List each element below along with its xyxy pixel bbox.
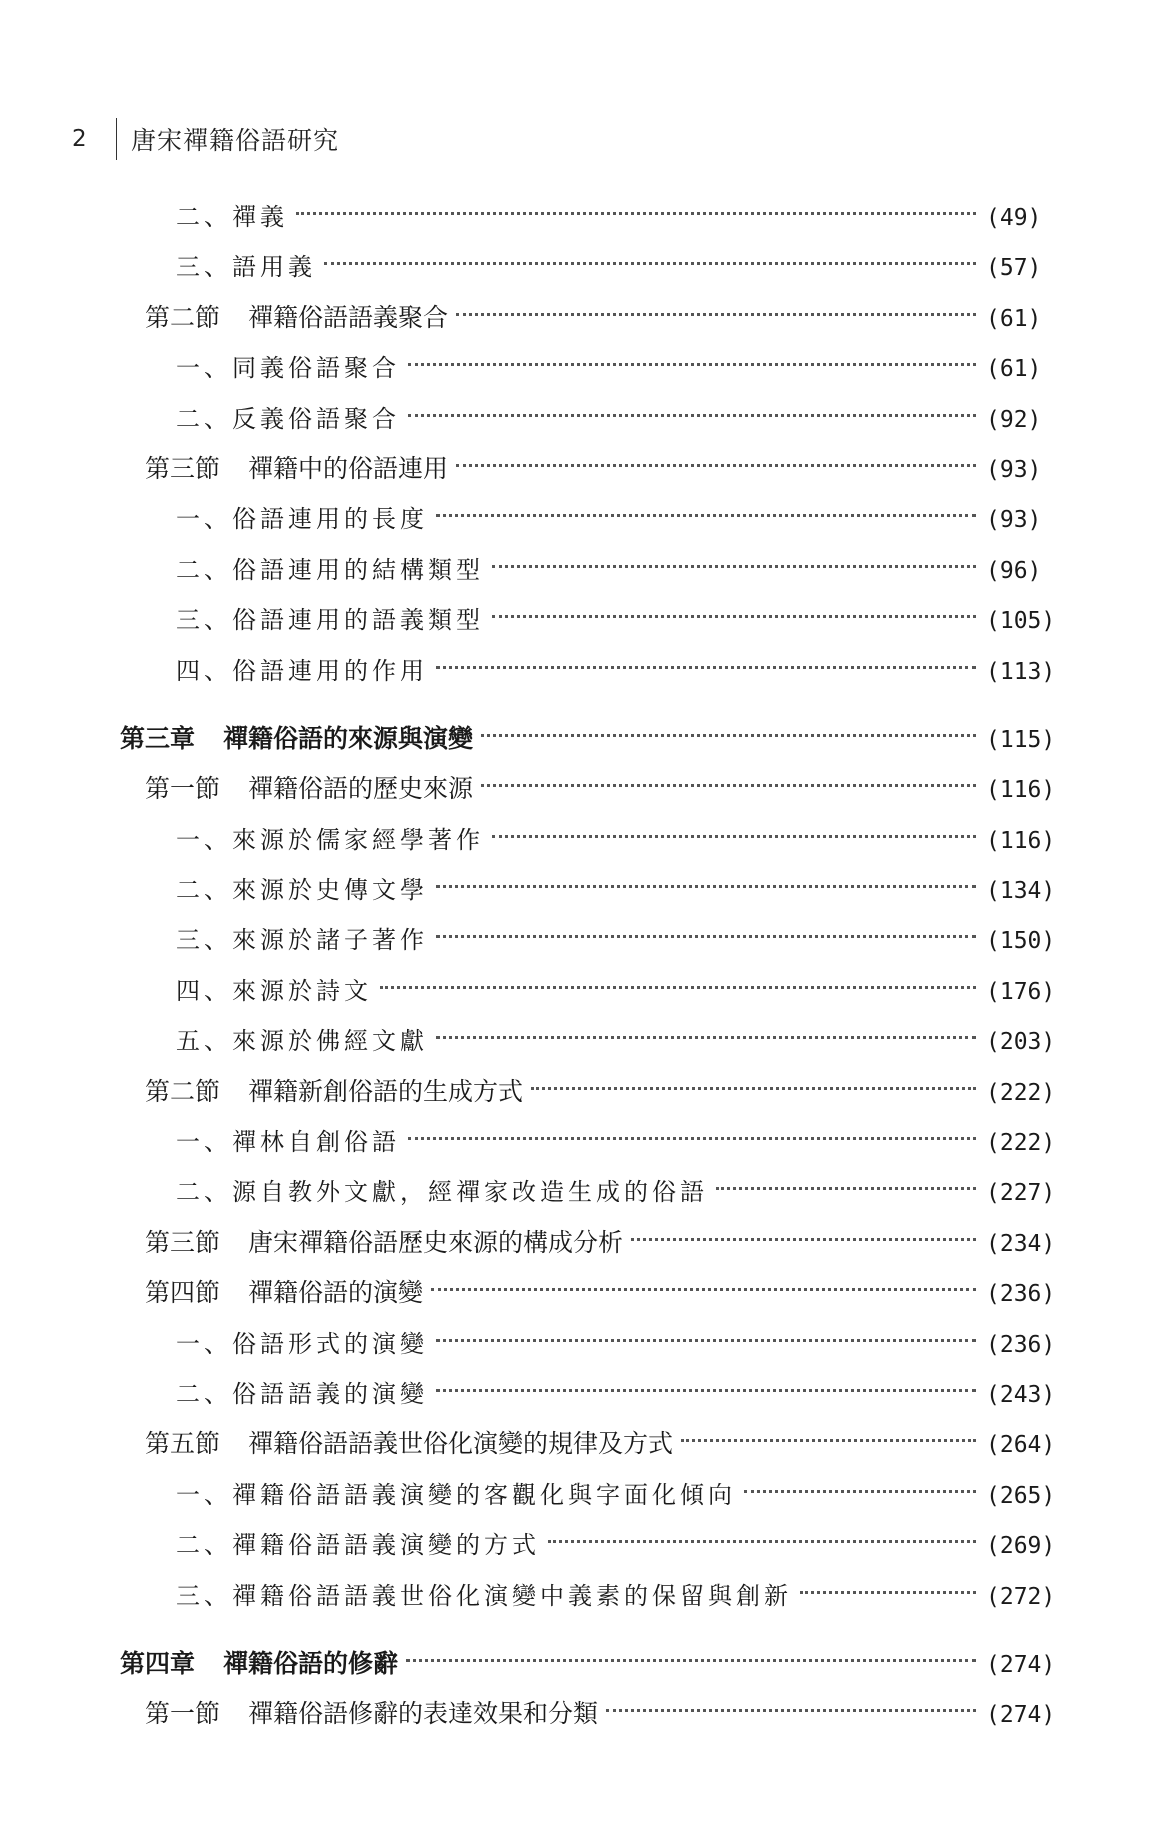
toc-entry-head: 第四章	[120, 1648, 196, 1678]
toc-entry-section[interactable]	[0, 444, 1168, 494]
toc-entry-page: (116)	[986, 777, 1056, 804]
toc-entry-label	[176, 545, 484, 595]
toc-entry-page: (61)	[986, 356, 1042, 383]
toc-entry-page: (274)	[986, 1702, 1056, 1729]
toc-entry-label	[145, 444, 448, 494]
table-of-contents	[0, 192, 1168, 1740]
toc-entry-item[interactable]	[0, 494, 1168, 544]
toc-entry-label	[176, 192, 288, 242]
toc-entry-page: (115)	[986, 726, 1056, 753]
toc-entry-label	[176, 815, 484, 865]
toc-entry-section[interactable]	[0, 1268, 1168, 1318]
toc-entry-page: (105)	[986, 608, 1056, 635]
toc-entry-head: 二、禪籍俗語語義演變的方式	[176, 1531, 540, 1560]
toc-entry-page: (269)	[986, 1533, 1056, 1560]
dot-leader	[408, 1137, 976, 1140]
dot-leader	[492, 565, 976, 568]
dot-leader	[436, 666, 976, 669]
toc-entry-title: 禪籍俗語的修辭	[223, 1648, 399, 1678]
toc-entry-head: 二、源自教外文獻，經禪家改造生成的俗語	[176, 1178, 708, 1207]
toc-entry-page: (265)	[986, 1482, 1056, 1509]
dot-leader	[744, 1490, 976, 1493]
dot-leader	[456, 464, 976, 467]
toc-entry-label	[176, 595, 484, 645]
toc-entry-label	[145, 293, 448, 343]
dot-leader	[431, 1288, 976, 1291]
toc-entry-title: 禪籍俗語修辭的表達效果和分類	[248, 1699, 599, 1729]
toc-entry-label	[145, 1218, 623, 1268]
page-header	[72, 118, 339, 160]
toc-entry-item[interactable]	[0, 1369, 1168, 1419]
toc-entry-head: 二、反義俗語聚合	[176, 404, 400, 433]
toc-entry-label	[176, 1571, 792, 1621]
toc-entry-page: (92)	[986, 406, 1042, 433]
toc-entry-item[interactable]	[0, 865, 1168, 915]
toc-entry-item[interactable]	[0, 646, 1168, 696]
dot-leader	[716, 1187, 976, 1190]
toc-entry-item[interactable]	[0, 343, 1168, 393]
toc-entry-label	[176, 394, 400, 444]
toc-entry-page: (134)	[986, 878, 1056, 905]
dot-leader	[380, 986, 976, 989]
page-number: 2	[72, 126, 87, 152]
toc-entry-section[interactable]	[0, 1419, 1168, 1469]
toc-entry-item[interactable]	[0, 192, 1168, 242]
toc-entry-item[interactable]	[0, 1319, 1168, 1369]
toc-entry-chapter[interactable]	[0, 714, 1168, 764]
toc-entry-title: 禪籍俗語語義聚合	[248, 302, 449, 332]
toc-entry-label	[176, 915, 428, 965]
toc-entry-head: 二、俗語語義的演變	[176, 1379, 428, 1408]
toc-entry-head: 第二節	[145, 302, 221, 332]
toc-entry-label	[176, 865, 428, 915]
toc-entry-label	[176, 966, 372, 1016]
toc-entry-item[interactable]	[0, 1167, 1168, 1217]
dot-leader	[456, 313, 976, 316]
dot-leader	[631, 1238, 976, 1241]
toc-entry-label	[176, 1470, 736, 1520]
toc-entry-page: (150)	[986, 928, 1056, 955]
toc-entry-page: (274)	[986, 1651, 1056, 1678]
toc-entry-label	[176, 1369, 428, 1419]
toc-entry-label	[120, 1639, 398, 1689]
dot-leader	[436, 1389, 976, 1392]
toc-entry-page: (243)	[986, 1381, 1056, 1408]
toc-entry-head: 第一節	[145, 774, 221, 804]
toc-entry-item[interactable]	[0, 1571, 1168, 1621]
dot-leader	[481, 784, 976, 787]
dot-leader	[531, 1087, 976, 1090]
toc-entry-page: (61)	[986, 305, 1042, 332]
dot-leader	[436, 935, 976, 938]
toc-entry-page: (203)	[986, 1029, 1056, 1056]
toc-entry-head: 第一節	[145, 1699, 221, 1729]
toc-entry-item[interactable]	[0, 1520, 1168, 1570]
toc-entry-label	[120, 714, 473, 764]
toc-entry-page: (222)	[986, 1130, 1056, 1157]
header-divider	[116, 118, 117, 160]
toc-entry-title: 禪籍新創俗語的生成方式	[248, 1076, 524, 1106]
dot-leader	[436, 1036, 976, 1039]
toc-entry-label	[176, 1520, 540, 1570]
toc-entry-item[interactable]	[0, 1016, 1168, 1066]
toc-entry-head: 一、來源於儒家經學著作	[176, 825, 484, 854]
toc-entry-section[interactable]	[0, 1067, 1168, 1117]
toc-entry-head: 第三章	[120, 723, 196, 753]
dot-leader	[436, 885, 976, 888]
toc-entry-head: 第三節	[145, 1227, 221, 1257]
dot-leader	[436, 514, 976, 517]
toc-entry-title: 禪籍中的俗語連用	[248, 453, 449, 483]
toc-entry-head: 一、禪籍俗語語義演變的客觀化與字面化傾向	[176, 1480, 736, 1509]
toc-entry-item[interactable]	[0, 966, 1168, 1016]
toc-entry-page: (93)	[986, 507, 1042, 534]
toc-entry-page: (236)	[986, 1281, 1056, 1308]
toc-entry-page: (176)	[986, 978, 1056, 1005]
toc-entry-label	[176, 1167, 708, 1217]
toc-entry-label	[145, 1419, 673, 1469]
toc-entry-title: 禪籍俗語的來源與演變	[223, 723, 474, 753]
toc-entry-label	[145, 1067, 523, 1117]
toc-entry-title: 禪籍俗語的演變	[248, 1278, 424, 1308]
toc-entry-head: 第四節	[145, 1278, 221, 1308]
toc-entry-label	[176, 1016, 428, 1066]
toc-entry-head: 一、同義俗語聚合	[176, 354, 400, 383]
toc-entry-page: (116)	[986, 827, 1056, 854]
toc-entry-page: (49)	[986, 205, 1042, 231]
toc-entry-head: 三、來源於諸子著作	[176, 926, 428, 955]
dot-leader	[681, 1439, 976, 1442]
toc-entry-label	[145, 1689, 598, 1739]
toc-entry-title: 禪籍俗語語義世俗化演變的規律及方式	[248, 1429, 674, 1459]
toc-entry-head: 四、來源於詩文	[176, 976, 372, 1005]
dot-leader	[800, 1591, 976, 1594]
toc-entry-label	[176, 646, 428, 696]
toc-entry-page: (96)	[986, 557, 1042, 584]
toc-entry-section[interactable]	[0, 293, 1168, 343]
dot-leader	[408, 363, 976, 366]
toc-entry-page: (113)	[986, 658, 1056, 685]
toc-entry-head: 二、來源於史傳文學	[176, 876, 428, 905]
toc-entry-head: 一、俗語連用的長度	[176, 505, 428, 534]
toc-entry-chapter[interactable]	[0, 1639, 1168, 1689]
toc-entry-page: (236)	[986, 1331, 1056, 1358]
toc-entry-title: 唐宋禪籍俗語歷史來源的構成分析	[248, 1227, 624, 1257]
toc-entry-section[interactable]	[0, 1689, 1168, 1739]
dot-leader	[324, 262, 976, 265]
toc-entry-label	[176, 494, 428, 544]
dot-leader	[481, 734, 976, 737]
dot-leader	[548, 1540, 976, 1543]
toc-entry-page: (234)	[986, 1230, 1056, 1257]
dot-leader	[492, 835, 976, 838]
toc-entry-head: 二、俗語連用的結構類型	[176, 555, 484, 584]
dot-leader	[296, 212, 976, 215]
toc-entry-item[interactable]	[0, 545, 1168, 595]
toc-entry-head: 四、俗語連用的作用	[176, 656, 428, 685]
dot-leader	[436, 1339, 976, 1342]
toc-entry-item[interactable]	[0, 915, 1168, 965]
toc-entry-title: 禪籍俗語的歷史來源	[248, 774, 474, 804]
dot-leader	[406, 1659, 976, 1662]
toc-entry-label	[176, 242, 316, 292]
toc-entry-head: 第二節	[145, 1076, 221, 1106]
toc-entry-label	[176, 1319, 428, 1369]
toc-entry-head: 五、來源於佛經文獻	[176, 1027, 428, 1056]
book-title: 唐宋禪籍俗語研究	[131, 126, 340, 155]
toc-entry-label	[176, 343, 400, 393]
dot-leader	[606, 1709, 976, 1712]
toc-entry-head: 三、禪籍俗語語義世俗化演變中義素的保留與創新	[176, 1581, 792, 1610]
toc-entry-item[interactable]	[0, 595, 1168, 645]
toc-entry-item[interactable]	[0, 815, 1168, 865]
toc-entry-page: (227)	[986, 1180, 1056, 1207]
toc-entry-head: 第五節	[145, 1429, 221, 1459]
dot-leader	[492, 615, 976, 618]
toc-entry-label	[145, 764, 473, 814]
toc-entry-section[interactable]	[0, 1218, 1168, 1268]
toc-entry-section[interactable]	[0, 764, 1168, 814]
toc-entry-label	[176, 1117, 400, 1167]
toc-entry-head: 三、俗語連用的語義類型	[176, 606, 484, 635]
toc-entry-page: (222)	[986, 1079, 1056, 1106]
toc-entry-page: (57)	[986, 255, 1042, 282]
toc-entry-item[interactable]	[0, 1470, 1168, 1520]
toc-entry-page: (264)	[986, 1432, 1056, 1459]
toc-entry-head: 三、語用義	[176, 253, 316, 282]
toc-entry-page: (93)	[986, 456, 1042, 483]
toc-entry-item[interactable]	[0, 242, 1168, 292]
toc-entry-head: 第三節	[145, 453, 221, 483]
toc-entry-head: 一、俗語形式的演變	[176, 1329, 428, 1358]
toc-entry-item[interactable]	[0, 394, 1168, 444]
toc-entry-item[interactable]	[0, 1117, 1168, 1167]
dot-leader	[408, 414, 976, 417]
toc-entry-head: 二、禪義	[176, 203, 288, 231]
toc-entry-page: (272)	[986, 1583, 1056, 1610]
toc-entry-head: 一、禪林自創俗語	[176, 1128, 400, 1157]
toc-entry-label	[145, 1268, 423, 1318]
